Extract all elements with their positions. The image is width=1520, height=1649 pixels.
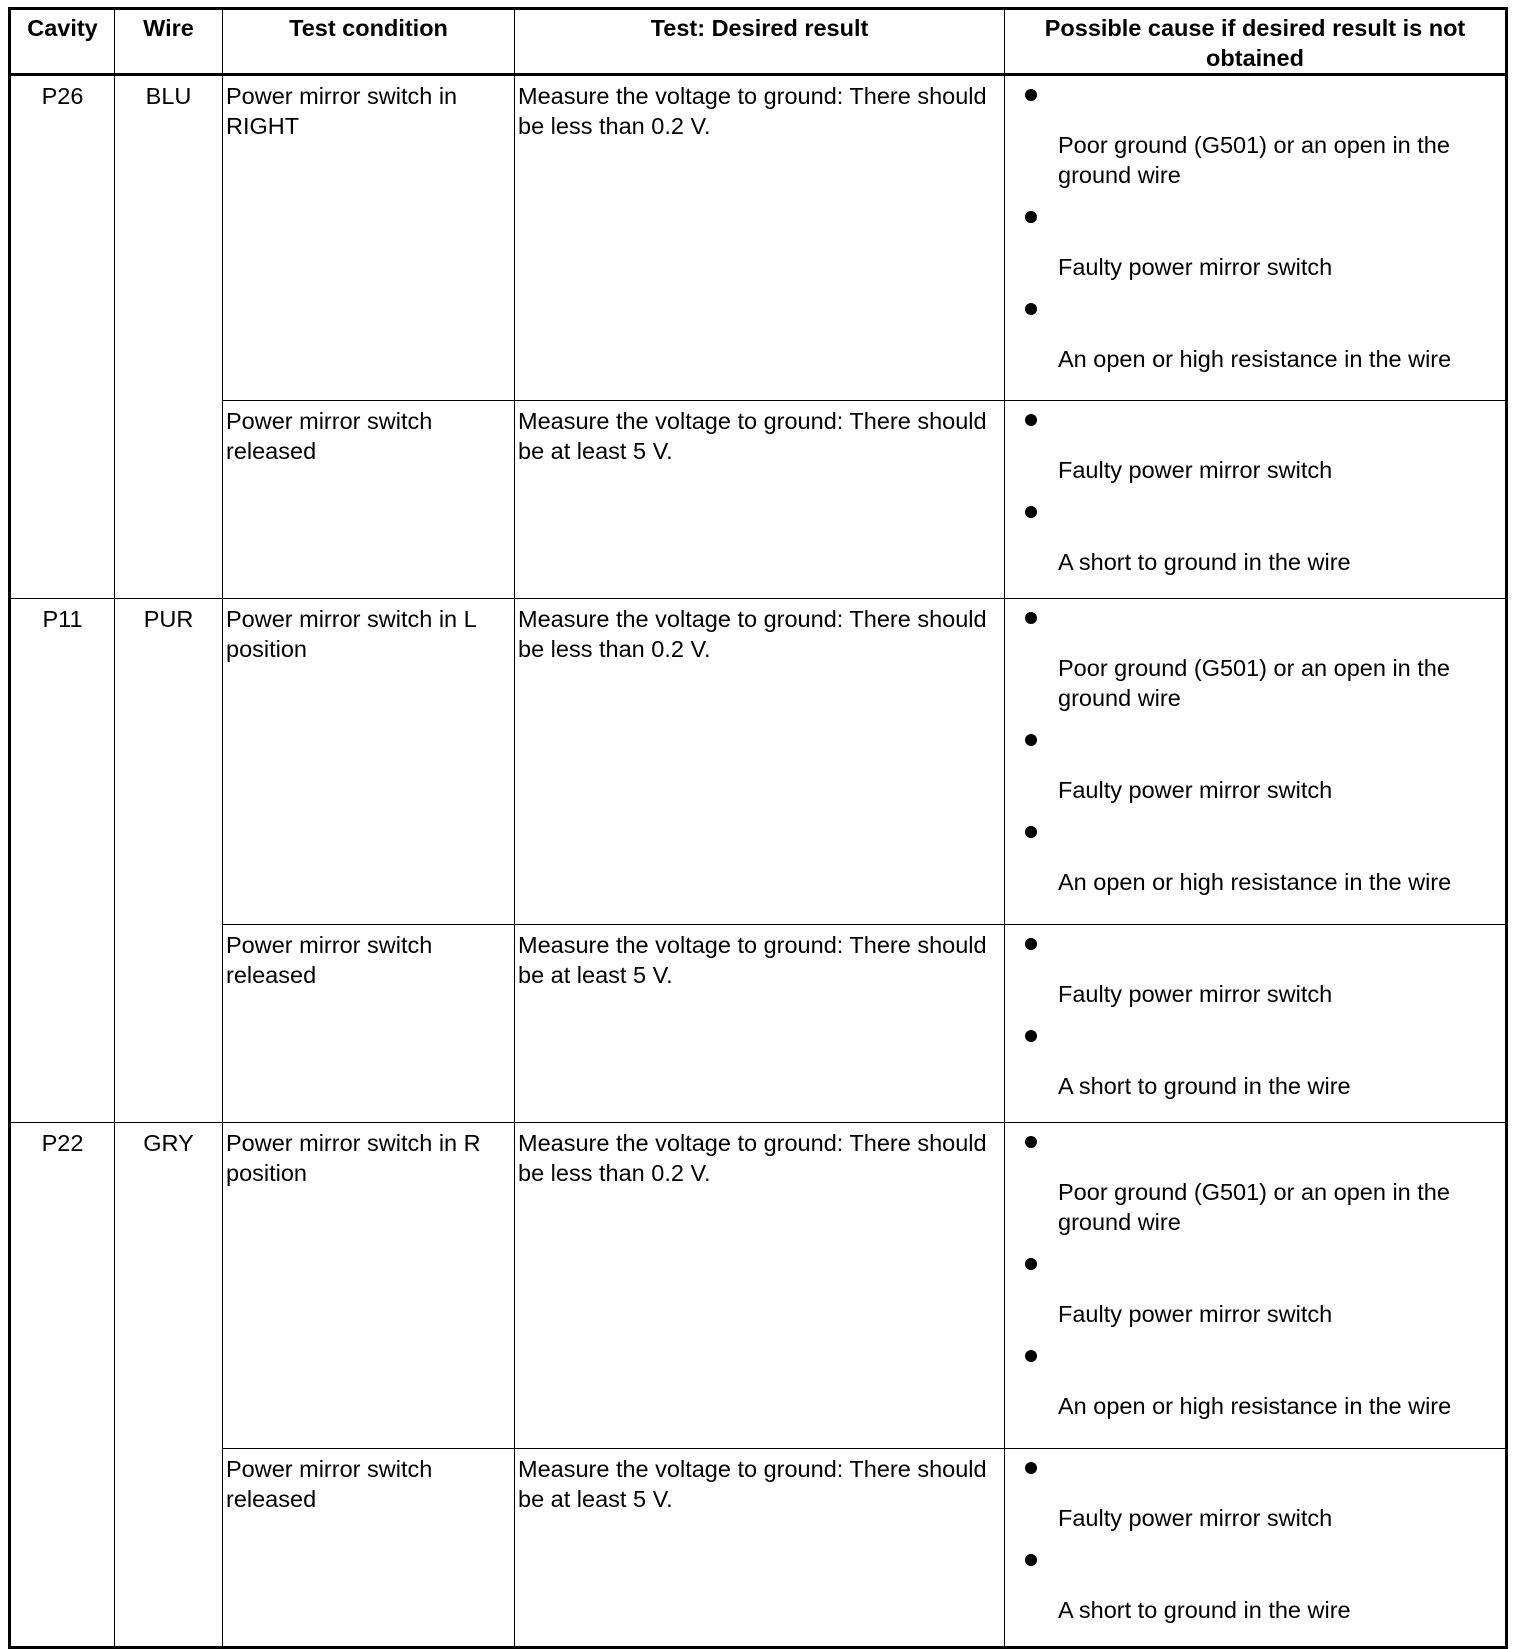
cause-item xyxy=(1025,303,1505,374)
cause-text: Poor ground (G501) or an open in the ground wire xyxy=(1058,655,1450,711)
cause-item xyxy=(1025,1350,1505,1421)
header-wire: Wire xyxy=(115,9,223,75)
bullet-icon xyxy=(1025,612,1037,624)
cause-text: Faulty power mirror switch xyxy=(1058,777,1333,803)
header-test-condition: Test condition xyxy=(223,9,515,75)
test-condition-cell: Power mirror switch in L position xyxy=(223,599,515,925)
cause-text: A short to ground in the wire xyxy=(1058,549,1351,575)
cause-text: An open or high resistance in the wire xyxy=(1058,1393,1452,1419)
cause-text: A short to ground in the wire xyxy=(1058,1073,1351,1099)
cause-list xyxy=(1005,938,1505,1101)
possible-cause-cell xyxy=(1005,925,1507,1123)
desired-result-cell: Measure the voltage to ground: There should be at least 5 V. xyxy=(515,1449,1005,1648)
desired-result-cell: Measure the voltage to ground: There should be less than 0.2 V. xyxy=(515,1123,1005,1449)
header-row xyxy=(10,9,1507,75)
cavity-cell: P22 xyxy=(10,1123,115,1648)
cause-item xyxy=(1025,89,1505,190)
header-cavity: Cavity xyxy=(10,9,115,75)
cavity-cell: P26 xyxy=(10,75,115,599)
cause-text: Faulty power mirror switch xyxy=(1058,254,1333,280)
header-possible-cause: Possible cause if desired result is not obtained xyxy=(1005,9,1507,75)
header-desired-result: Test: Desired result xyxy=(515,9,1005,75)
diagnostic-table xyxy=(8,7,1508,1649)
cause-list xyxy=(1005,1462,1505,1625)
cause-list xyxy=(1005,612,1505,897)
wire-color-cell: GRY xyxy=(115,1123,223,1648)
cause-item xyxy=(1025,414,1505,485)
test-condition-cell: Power mirror switch released xyxy=(223,1449,515,1648)
bullet-icon xyxy=(1025,506,1037,518)
bullet-icon xyxy=(1025,1258,1037,1270)
test-condition-cell: Power mirror switch released xyxy=(223,401,515,599)
cavity-cell: P11 xyxy=(10,599,115,1123)
wire-color-cell: BLU xyxy=(115,75,223,599)
desired-result-cell: Measure the voltage to ground: There should be at least 5 V. xyxy=(515,401,1005,599)
cause-item xyxy=(1025,612,1505,713)
desired-result-cell: Measure the voltage to ground: There should be less than 0.2 V. xyxy=(515,75,1005,401)
cause-text: Faulty power mirror switch xyxy=(1058,981,1333,1007)
cause-text: Faulty power mirror switch xyxy=(1058,1505,1333,1531)
possible-cause-cell xyxy=(1005,599,1507,925)
bullet-icon xyxy=(1025,938,1037,950)
cause-item xyxy=(1025,826,1505,897)
table-row xyxy=(10,1449,1507,1648)
table-row xyxy=(10,599,1507,925)
bullet-icon xyxy=(1025,1462,1037,1474)
bullet-icon xyxy=(1025,303,1037,315)
cause-text: A short to ground in the wire xyxy=(1058,1597,1351,1623)
possible-cause-cell xyxy=(1005,1123,1507,1449)
cause-item xyxy=(1025,1136,1505,1237)
bullet-icon xyxy=(1025,1350,1037,1362)
table-row xyxy=(10,925,1507,1123)
cause-text: An open or high resistance in the wire xyxy=(1058,869,1452,895)
table-row xyxy=(10,75,1507,401)
bullet-icon xyxy=(1025,734,1037,746)
cause-text: Poor ground (G501) or an open in the ground wire xyxy=(1058,1179,1450,1235)
test-condition-cell: Power mirror switch in RIGHT xyxy=(223,75,515,401)
possible-cause-cell xyxy=(1005,1449,1507,1648)
table-row xyxy=(10,1123,1507,1449)
bullet-icon xyxy=(1025,826,1037,838)
wire-color-cell: PUR xyxy=(115,599,223,1123)
cause-item xyxy=(1025,1554,1505,1625)
table-body xyxy=(10,75,1507,1648)
bullet-icon xyxy=(1025,1030,1037,1042)
test-condition-cell: Power mirror switch released xyxy=(223,925,515,1123)
desired-result-cell: Measure the voltage to ground: There should be less than 0.2 V. xyxy=(515,599,1005,925)
cause-text: Faulty power mirror switch xyxy=(1058,457,1333,483)
desired-result-cell: Measure the voltage to ground: There should be at least 5 V. xyxy=(515,925,1005,1123)
cause-list xyxy=(1005,1136,1505,1421)
cause-item xyxy=(1025,938,1505,1009)
cause-text: Poor ground (G501) or an open in the ground wire xyxy=(1058,132,1450,188)
cause-item xyxy=(1025,1258,1505,1329)
cause-text: Faulty power mirror switch xyxy=(1058,1301,1333,1327)
cause-item xyxy=(1025,1030,1505,1101)
bullet-icon xyxy=(1025,1554,1037,1566)
bullet-icon xyxy=(1025,211,1037,223)
possible-cause-cell xyxy=(1005,401,1507,599)
possible-cause-cell xyxy=(1005,75,1507,401)
cause-text: An open or high resistance in the wire xyxy=(1058,346,1452,372)
table-row xyxy=(10,401,1507,599)
test-condition-cell: Power mirror switch in R position xyxy=(223,1123,515,1449)
cause-item xyxy=(1025,734,1505,805)
cause-list xyxy=(1005,414,1505,577)
cause-item xyxy=(1025,211,1505,282)
bullet-icon xyxy=(1025,89,1037,101)
cause-item xyxy=(1025,1462,1505,1533)
bullet-icon xyxy=(1025,1136,1037,1148)
cause-item xyxy=(1025,506,1505,577)
bullet-icon xyxy=(1025,414,1037,426)
cause-list xyxy=(1005,89,1505,374)
